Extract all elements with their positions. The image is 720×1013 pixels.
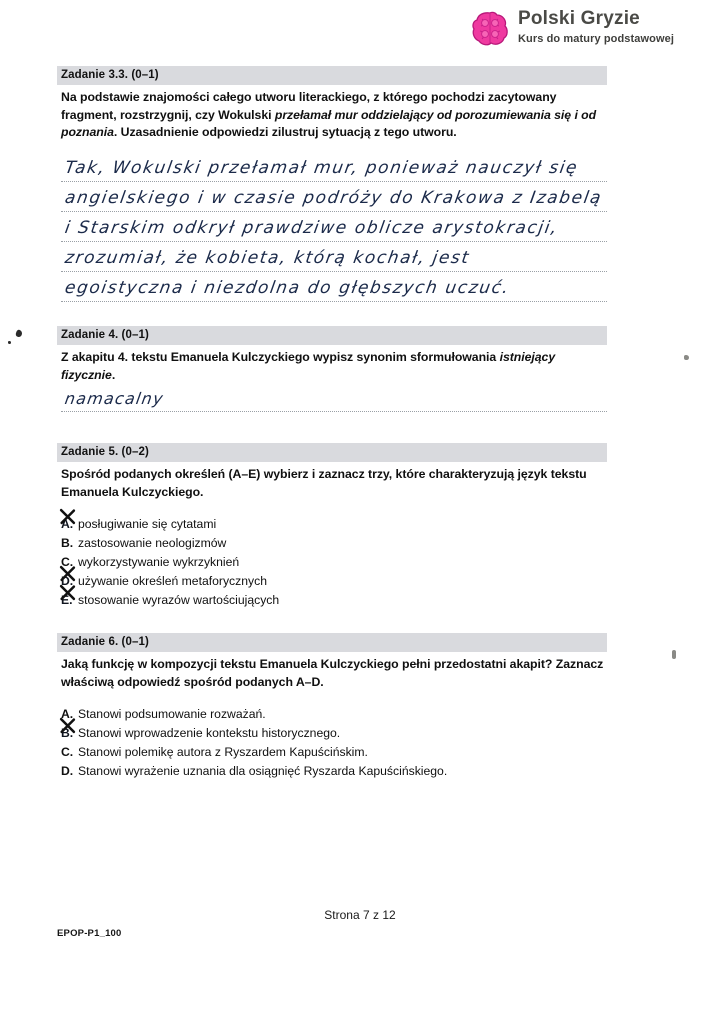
option-letter: C. bbox=[61, 745, 74, 759]
option-e[interactable] bbox=[61, 594, 581, 613]
brand-title: Polski Gryzie bbox=[518, 8, 640, 29]
task-3-3-header: Zadanie 3.3. (0–1) bbox=[57, 66, 607, 85]
option-a[interactable] bbox=[61, 708, 581, 727]
brain-icon bbox=[470, 10, 510, 48]
task-4 bbox=[57, 326, 607, 384]
option-letter: C. bbox=[61, 555, 74, 569]
option-text: Stanowi wprowadzenie kontekstu historycznego. bbox=[78, 726, 341, 740]
scan-artifact bbox=[15, 329, 23, 338]
option-letter: D. bbox=[61, 764, 74, 778]
task-5-header: Zadanie 5. (0–2) bbox=[57, 443, 607, 462]
task-4-answer-area[interactable] bbox=[61, 382, 607, 412]
option-b[interactable] bbox=[61, 727, 581, 746]
task-3-3-body: Na podstawie znajomości całego utworu literackiego, z którego pochodzi zacytowany fragment, rozstrzygnij, czy Wokulski przełamał mur oddzielający od porozumiewania się i od poznania. Uzasadnienie odpowiedzi zilustruj sytuacją z tego utworu. bbox=[61, 90, 597, 140]
scan-artifact bbox=[684, 355, 689, 360]
task-6 bbox=[57, 633, 607, 691]
answer-line[interactable] bbox=[61, 382, 607, 412]
answer-line[interactable] bbox=[61, 152, 607, 182]
task-5-options[interactable] bbox=[61, 518, 581, 613]
option-letter: A. bbox=[61, 707, 74, 721]
brand-text bbox=[518, 8, 674, 45]
option-b[interactable] bbox=[61, 537, 581, 556]
task-5-body: Spośród podanych określeń (A–E) wybierz i zaznacz trzy, które charakteryzują język tekstu Emanuela Kulczyckiego. bbox=[61, 467, 587, 499]
answer-line[interactable] bbox=[61, 272, 607, 302]
option-d[interactable] bbox=[61, 575, 581, 594]
page-number: Strona 7 z 12 bbox=[324, 908, 396, 922]
task-4-body: Z akapitu 4. tekstu Emanuela Kulczyckiego wypisz synonim sformułowania istniejący fizycznie. bbox=[61, 350, 556, 382]
scan-artifact bbox=[8, 341, 11, 344]
brand-logo bbox=[470, 8, 710, 58]
option-text: zastosowanie neologizmów bbox=[78, 536, 227, 550]
handwritten-answer: egoistyczna i niezdolna do głębszych uczuć. bbox=[63, 278, 512, 298]
handwritten-answer: namacalny bbox=[63, 389, 166, 408]
option-text: Stanowi podsumowanie rozważań. bbox=[78, 707, 266, 721]
task-4-header: Zadanie 4. (0–1) bbox=[57, 326, 607, 345]
option-c[interactable] bbox=[61, 746, 581, 765]
option-letter: B. bbox=[61, 726, 74, 740]
handwritten-answer: zrozumiał, że kobieta, którą kochał, jest bbox=[63, 248, 472, 268]
task-5 bbox=[57, 443, 607, 501]
task-6-body: Jaką funkcję w kompozycji tekstu Emanuela Kulczyckiego pełni przedostatni akapit? Zaznacz właściwą odpowiedź spośród podanych A–D. bbox=[61, 657, 604, 689]
option-a[interactable] bbox=[61, 518, 581, 537]
option-text: Stanowi polemikę autora z Ryszardem Kapuścińskim. bbox=[78, 745, 368, 759]
task-6-header: Zadanie 6. (0–1) bbox=[57, 633, 607, 652]
answer-line[interactable] bbox=[61, 182, 607, 212]
option-text: posługiwanie się cytatami bbox=[78, 517, 217, 531]
option-letter: E. bbox=[61, 593, 73, 607]
option-text: stosowanie wyrazów wartościujących bbox=[78, 593, 280, 607]
answer-line[interactable] bbox=[61, 242, 607, 272]
sheet-code: EPOP-P1_100 bbox=[57, 928, 122, 939]
handwritten-answer: angielskiego i w czasie podróży do Krakowa z Izabelą bbox=[63, 188, 604, 208]
scan-artifact bbox=[672, 650, 676, 659]
option-c[interactable] bbox=[61, 556, 581, 575]
option-text: używanie określeń metaforycznych bbox=[78, 574, 267, 588]
task-6-options[interactable] bbox=[61, 708, 581, 784]
brand-subtitle: Kurs do matury podstawowej bbox=[518, 32, 675, 45]
option-text: Stanowi wyrażenie uznania dla osiągnięć Ryszarda Kapuścińskiego. bbox=[78, 764, 448, 778]
option-letter: D. bbox=[61, 574, 74, 588]
task-3-3-answer-area[interactable] bbox=[61, 152, 607, 302]
option-letter: B. bbox=[61, 536, 74, 550]
answer-line[interactable] bbox=[61, 212, 607, 242]
option-letter: A. bbox=[61, 517, 74, 531]
handwritten-answer: i Starskim odkrył prawdziwe oblicze arystokracji, bbox=[63, 218, 560, 238]
option-d[interactable] bbox=[61, 765, 581, 784]
handwritten-answer: Tak, Wokulski przełamał mur, ponieważ nauczył się bbox=[63, 158, 580, 178]
option-text: wykorzystywanie wykrzyknień bbox=[78, 555, 240, 569]
task-3-3 bbox=[57, 66, 607, 142]
